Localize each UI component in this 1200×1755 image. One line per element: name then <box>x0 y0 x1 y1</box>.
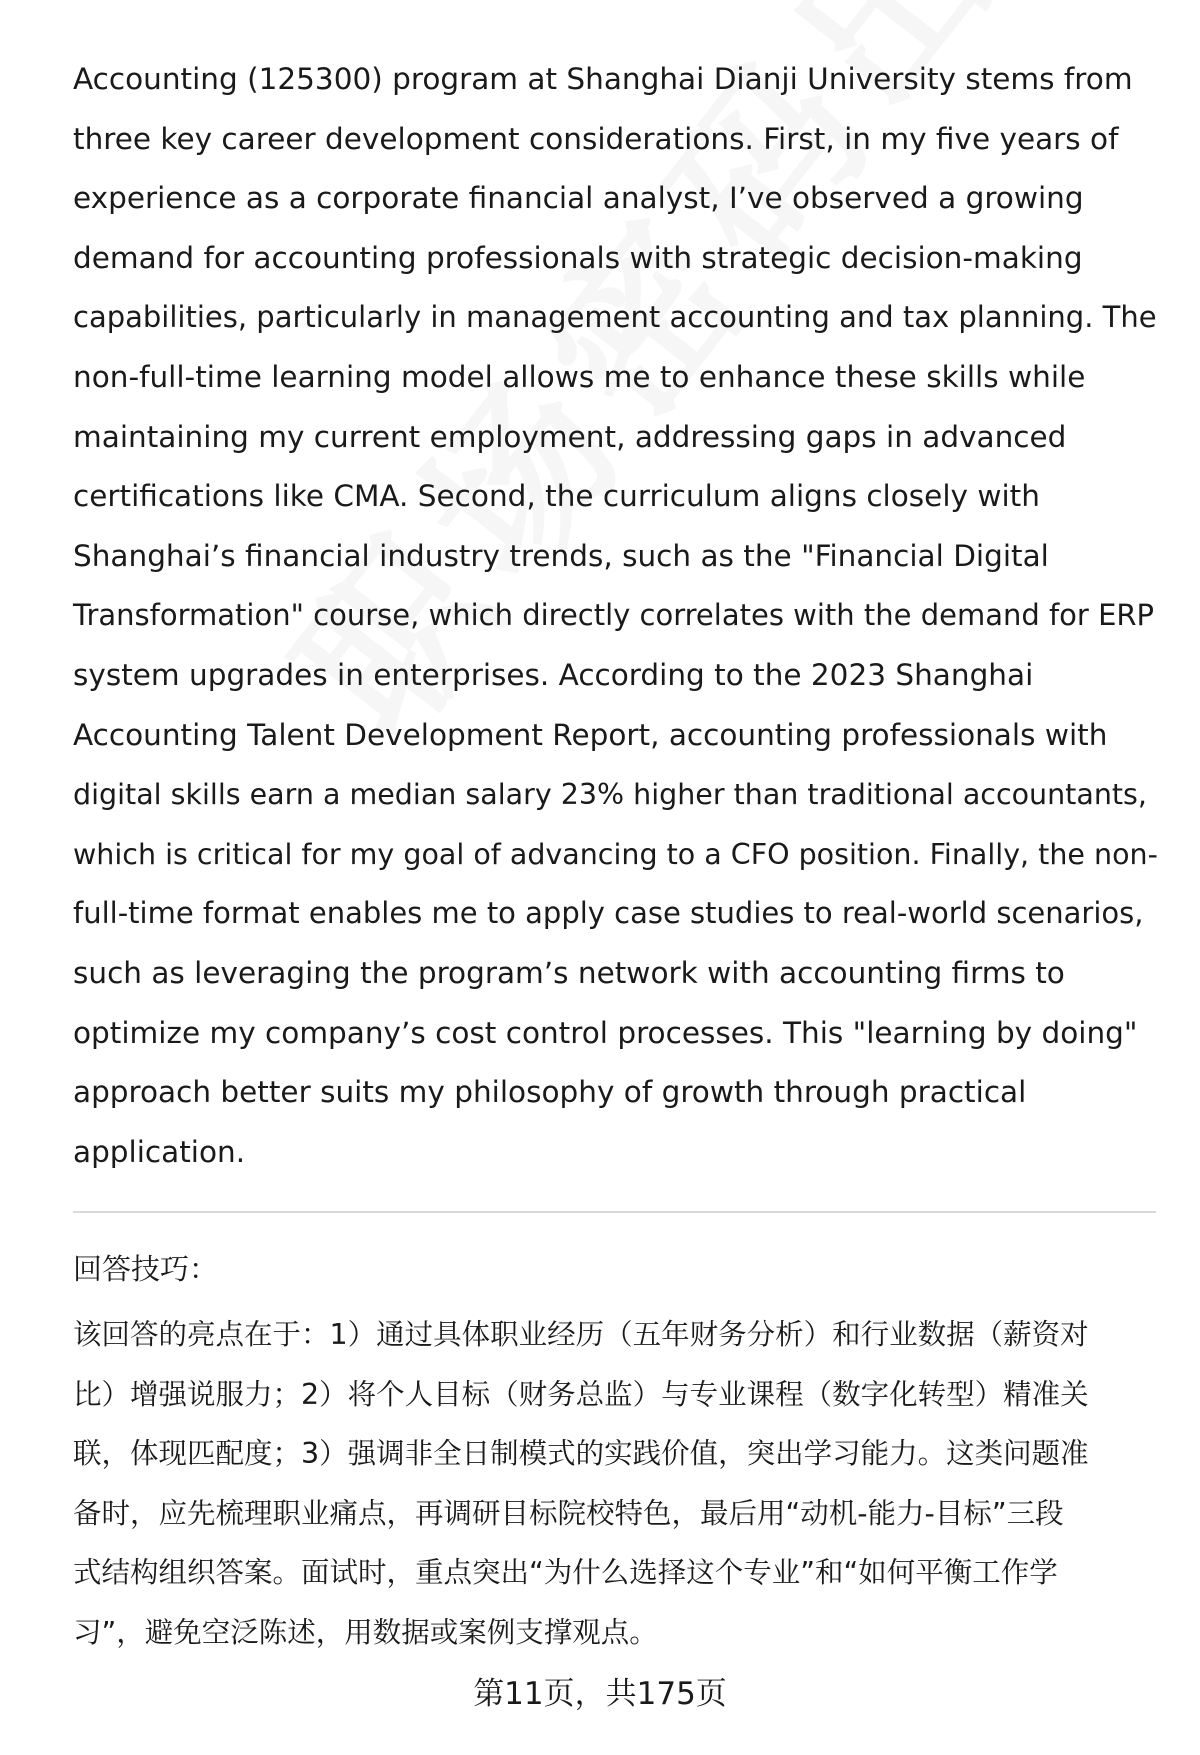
answer-line: full-time format enables me to apply case studies to real-world scenarios, <box>73 896 1144 931</box>
tips-line: 联，体现匹配度；3）强调非全日制模式的实践价值，突出学习能力。这类问题准 <box>73 1437 1089 1471</box>
answer-line: application. <box>73 1134 246 1169</box>
tips-line: 备时，应先梳理职业痛点，再调研目标院校特色，最后用“动机-能力-目标”三段 <box>73 1496 1064 1530</box>
answer-line: Shanghai’s financial industry trends, such as the "Financial Digital <box>73 538 1049 573</box>
tips-line: 比）增强说服力；2）将个人目标（财务总监）与专业课程（数字化转型）精准关 <box>73 1377 1089 1411</box>
tips-heading: 回答技巧： <box>73 1252 219 1286</box>
answer-line: non-full-time learning model allows me to enhance these skills while <box>73 359 1086 394</box>
answer-line: Accounting Talent Development Report, accounting professionals with <box>73 717 1108 752</box>
answer-paragraph <box>73 50 1158 1182</box>
answer-line: approach better suits my philosophy of growth through practical <box>73 1075 1027 1110</box>
answer-line: certifications like CMA. Second, the curriculum aligns closely with <box>73 479 1040 514</box>
answer-line: experience as a corporate financial analyst, I’ve observed a growing <box>73 181 1084 216</box>
answer-line: Transformation" course, which directly correlates with the demand for ERP <box>73 598 1155 633</box>
tips-paragraph <box>73 1305 1158 1663</box>
answer-line: maintaining my current employment, addressing gaps in advanced <box>73 419 1067 454</box>
tips-line: 习”，避免空泛陈述，用数据或案例支撑观点。 <box>73 1615 658 1649</box>
answer-line: such as leveraging the program’s network with accounting firms to <box>73 955 1065 990</box>
answer-line: system upgrades in enterprises. According to the 2023 Shanghai <box>73 657 1034 692</box>
section-divider <box>73 1211 1156 1213</box>
answer-line: three key career development considerations. First, in my five years of <box>73 121 1119 156</box>
answer-line: digital skills earn a median salary 23% higher than traditional accountants, <box>73 778 1147 812</box>
page-number: 第11页，共175页 <box>473 1676 727 1712</box>
answer-line: optimize my company’s cost control processes. This "learning by doing" <box>73 1015 1138 1050</box>
answer-line: demand for accounting professionals with strategic decision-making <box>73 240 1083 275</box>
answer-line: Accounting (125300) program at Shanghai Dianji University stems from <box>73 62 1133 96</box>
answer-line: which is critical for my goal of advancing to a CFO position. Finally, the non- <box>73 837 1158 871</box>
answer-line: capabilities, particularly in management accounting and tax planning. The <box>73 300 1157 335</box>
tips-line: 该回答的亮点在于：1）通过具体职业经历（五年财务分析）和行业数据（薪资对 <box>73 1318 1089 1351</box>
tips-line: 式结构组织答案。面试时，重点突出“为什么选择这个专业”和“如何平衡工作学 <box>73 1556 1058 1590</box>
